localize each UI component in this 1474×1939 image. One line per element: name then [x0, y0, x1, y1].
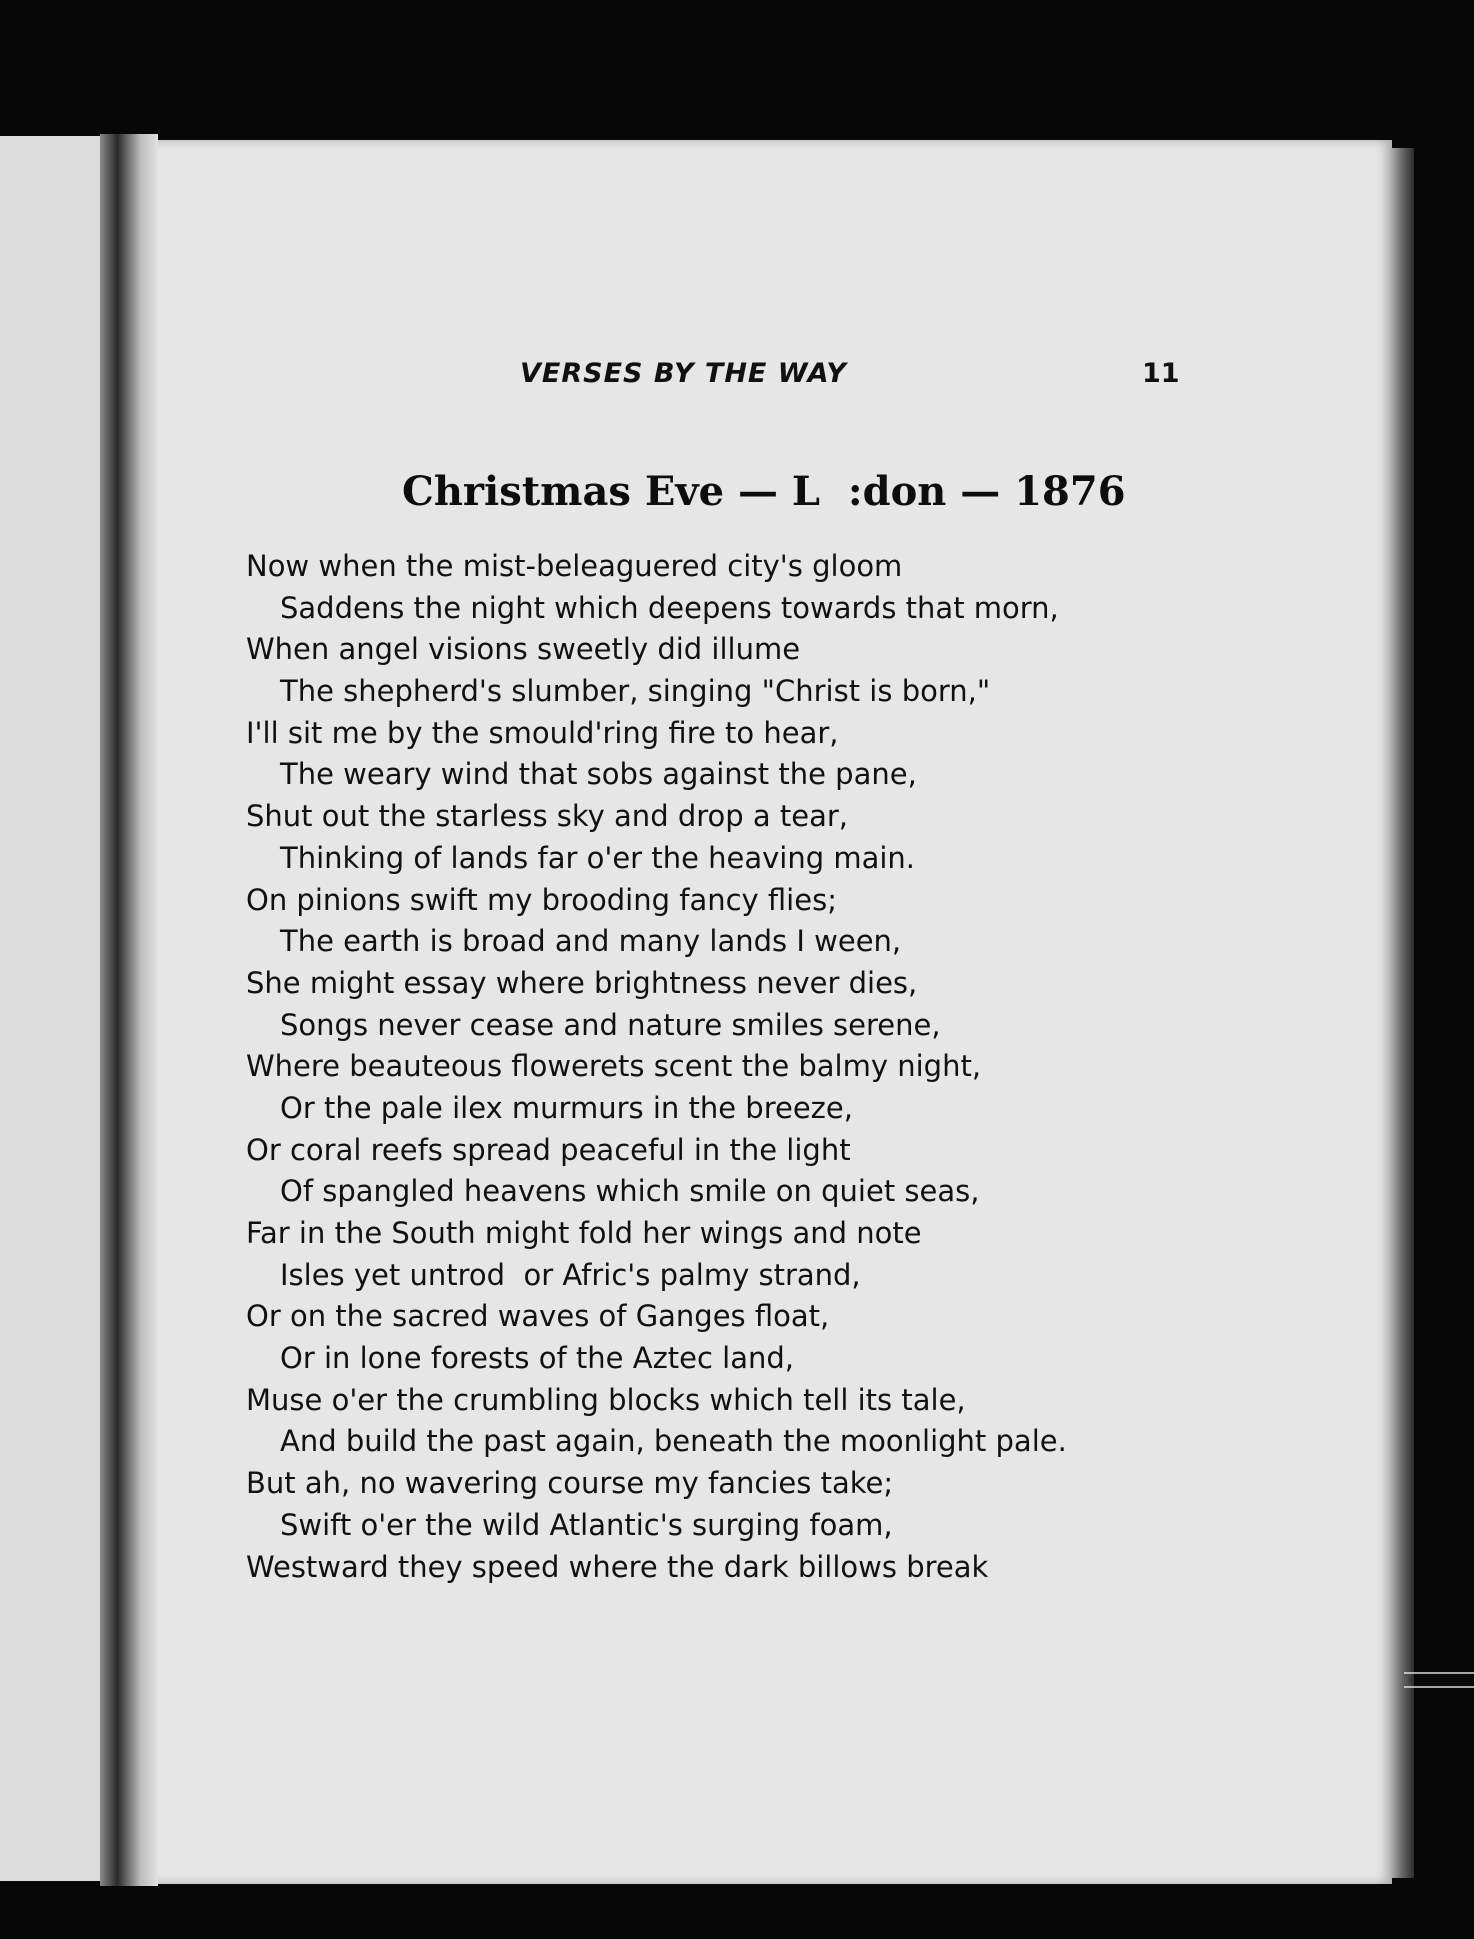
poem-line: Thinking of lands far o'er the heaving main.	[280, 840, 916, 875]
scan-artifact	[1404, 1672, 1474, 1674]
poem-line: Or on the sacred waves of Ganges float,	[246, 1299, 830, 1334]
page-number: 11	[1142, 358, 1180, 389]
poem-line: Isles yet untrod or Afric's palmy strand,	[280, 1257, 861, 1292]
poem-title: Christmas Eve — L :don — 1876	[402, 468, 1126, 515]
poem-line: Or coral reefs spread peaceful in the light	[246, 1132, 851, 1167]
poem-line: Shut out the starless sky and drop a tear,	[246, 799, 848, 834]
poem-line: Or in lone forests of the Aztec land,	[280, 1341, 794, 1376]
scan-artifact	[1404, 1686, 1474, 1688]
poem-line: On pinions swift my brooding fancy flies;	[246, 882, 837, 917]
poem-line: Now when the mist-beleaguered city's gloom	[246, 549, 903, 583]
poem-line: Songs never cease and nature smiles serene,	[280, 1007, 941, 1042]
poem-line: When angel visions sweetly did illume	[246, 632, 801, 667]
poem-line: I'll sit me by the smould'ring fire to hear,	[246, 715, 839, 750]
poem-line: But ah, no wavering course my fancies take;	[246, 1466, 894, 1501]
poem-line: Where beauteous flowerets scent the balmy night,	[246, 1049, 982, 1084]
poem-line: Saddens the night which deepens towards that morn,	[280, 590, 1059, 625]
poem-line: Muse o'er the crumbling blocks which tell its tale,	[246, 1382, 966, 1417]
poem-line: Or the pale ilex murmurs in the breeze,	[280, 1090, 853, 1125]
poem-line: The shepherd's slumber, singing "Christ is born,"	[280, 674, 991, 709]
poem-line: Swift o'er the wild Atlantic's surging foam,	[280, 1507, 893, 1542]
running-head: VERSES BY THE WAY	[520, 358, 847, 389]
poem-line: The weary wind that sobs against the pane,	[280, 757, 917, 792]
poem-line: Westward they speed where the dark billows break	[246, 1549, 989, 1584]
poem-line: The earth is broad and many lands I ween,	[280, 924, 902, 959]
page-edge-shadow	[1390, 148, 1414, 1878]
poem-line: Of spangled heavens which smile on quiet seas,	[280, 1174, 980, 1209]
poem-line: She might essay where brightness never dies,	[246, 965, 918, 1000]
poem-line: Far in the South might fold her wings and note	[246, 1216, 922, 1250]
poem-line: And build the past again, beneath the moonlight pale.	[280, 1424, 1067, 1459]
book-gutter	[100, 134, 158, 1886]
poem-body	[246, 546, 1246, 1588]
